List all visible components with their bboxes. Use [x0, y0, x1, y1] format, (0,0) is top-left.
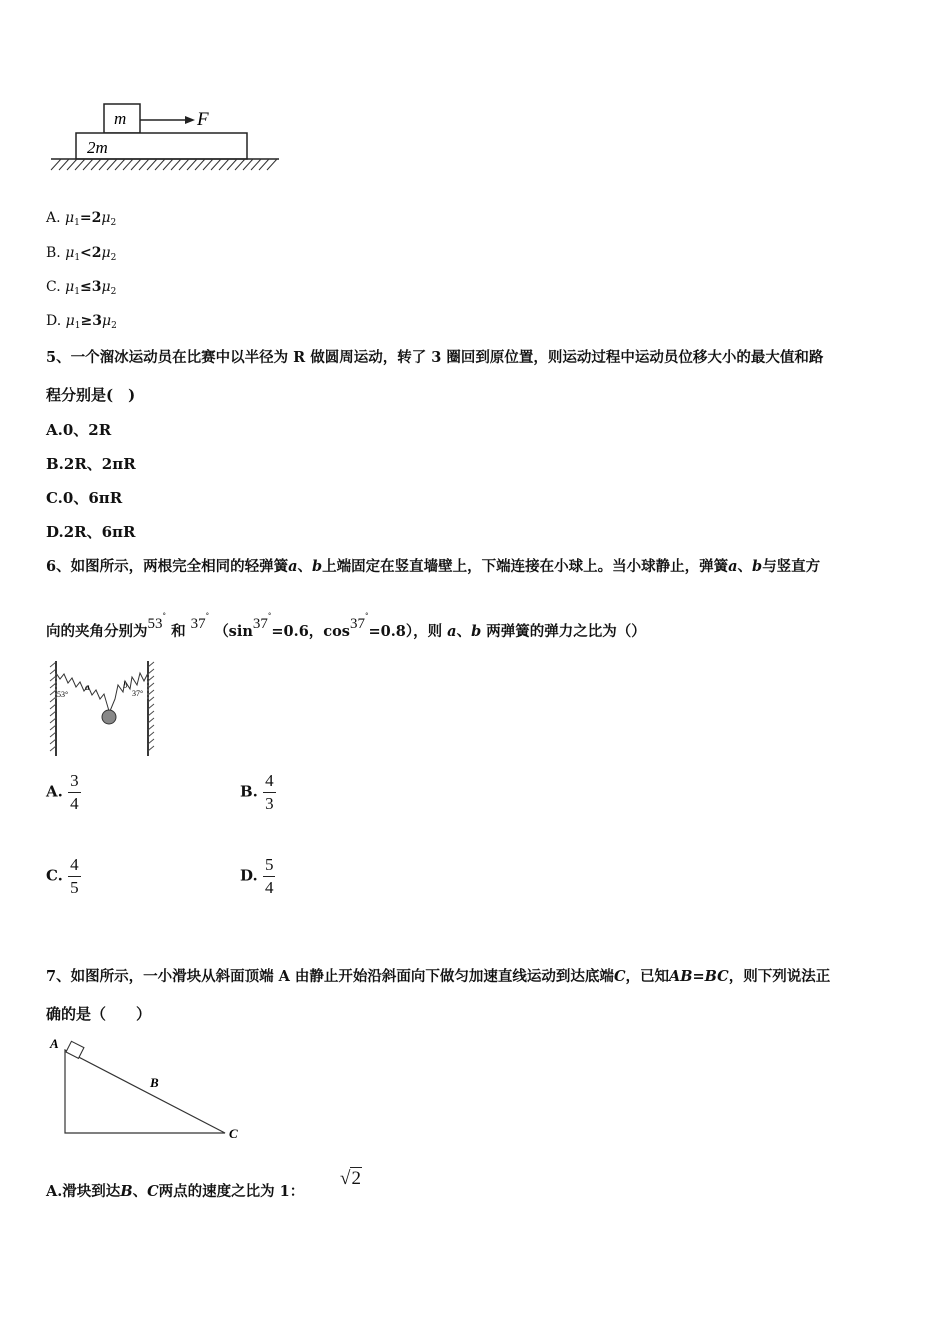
q5-option-b: B.2R、2πR — [46, 455, 136, 473]
q4-option-a: A. $\mu_1=2\mu_2$ — [46, 210, 117, 228]
block-diagram — [45, 98, 290, 176]
incline-triangle — [65, 1050, 225, 1133]
q4-option-c: C. $\mu_1\le 3\mu_2$ — [46, 279, 117, 297]
q6-option-c: C. $\frac{4}{5}$ — [46, 855, 79, 897]
q6-option-b: B. $\frac{4}{3}$ — [240, 771, 274, 813]
label-C: C — [229, 1126, 238, 1141]
fraction-d: $\frac{5}{4}$ — [264, 855, 274, 897]
q5-stem-line1: 5、一个溜冰运动员在比赛中以半径为 R 做圆周运动，转了 3 圈回到原位置，则运动过程中运动员位移大小的最大值和路 — [46, 349, 824, 366]
slider-block — [66, 1041, 84, 1058]
q7-option-a: A.滑块到达B、C两点的速度之比为 1： — [46, 1183, 305, 1200]
fraction-a: $\frac{3}{4}$ — [70, 771, 79, 813]
q7-stem-line2: 确的是（ ） — [46, 1005, 152, 1023]
q7-stem-line1: 7、如图所示，一小滑块从斜面顶端 A 由静止开始沿斜面向下做匀加速直线运动到达底端C，已知AB=BC，则下列说法正 — [46, 968, 831, 985]
sqrt-radical: √ — [340, 1168, 351, 1189]
q6-stem-line1: 6、如图所示，两根完全相同的轻弹簧a、b上端固定在竖直墙壁上，下端连接在小球上。当小球静止，弹簧a、b与竖直方 — [46, 558, 821, 575]
angle-37: 37° — [132, 689, 144, 698]
left-wall-hatching — [50, 662, 56, 751]
ground-hatching — [51, 159, 277, 170]
q5-stem-line2: 程分别是( ) — [46, 386, 136, 404]
q5-option-c: C.0、6πR — [46, 489, 123, 507]
sqrt-expression — [340, 1168, 362, 1190]
label-2m: 2m — [87, 138, 108, 157]
q4-option-d: D. $\mu_1\ge 3\mu_2$ — [46, 313, 117, 331]
label-F: F — [197, 109, 209, 130]
q5-option-d: D.2R、6πR — [46, 523, 136, 541]
label-A: A — [50, 1036, 59, 1051]
label-b: b — [123, 680, 128, 690]
sqrt-radicand: 2 — [351, 1168, 361, 1189]
ball — [102, 710, 116, 724]
q6-option-a: A. $\frac{3}{4}$ — [46, 771, 79, 813]
label-B: B — [150, 1075, 159, 1090]
incline-diagram — [44, 1034, 244, 1142]
q6-option-d: D. $\frac{5}{4}$ — [240, 855, 274, 897]
fraction-c: $\frac{4}{5}$ — [70, 855, 79, 897]
arrow-head — [185, 116, 195, 124]
q4-option-b: B. $\mu_1<2\mu_2$ — [46, 245, 117, 263]
q5-option-a: A.0、2R — [46, 421, 112, 439]
label-m: m — [114, 109, 127, 128]
spring-diagram — [48, 659, 158, 759]
fraction-b: $\frac{4}{3}$ — [265, 771, 274, 813]
label-a: a — [85, 682, 90, 692]
q6-stem-line2: 向的夹角分别为53° 和 37° （sin37°=0.6，cos37°=0.8），则 a、b 两弹簧的弹力之比为（） — [46, 612, 646, 640]
angle-53: 53° — [57, 690, 69, 699]
